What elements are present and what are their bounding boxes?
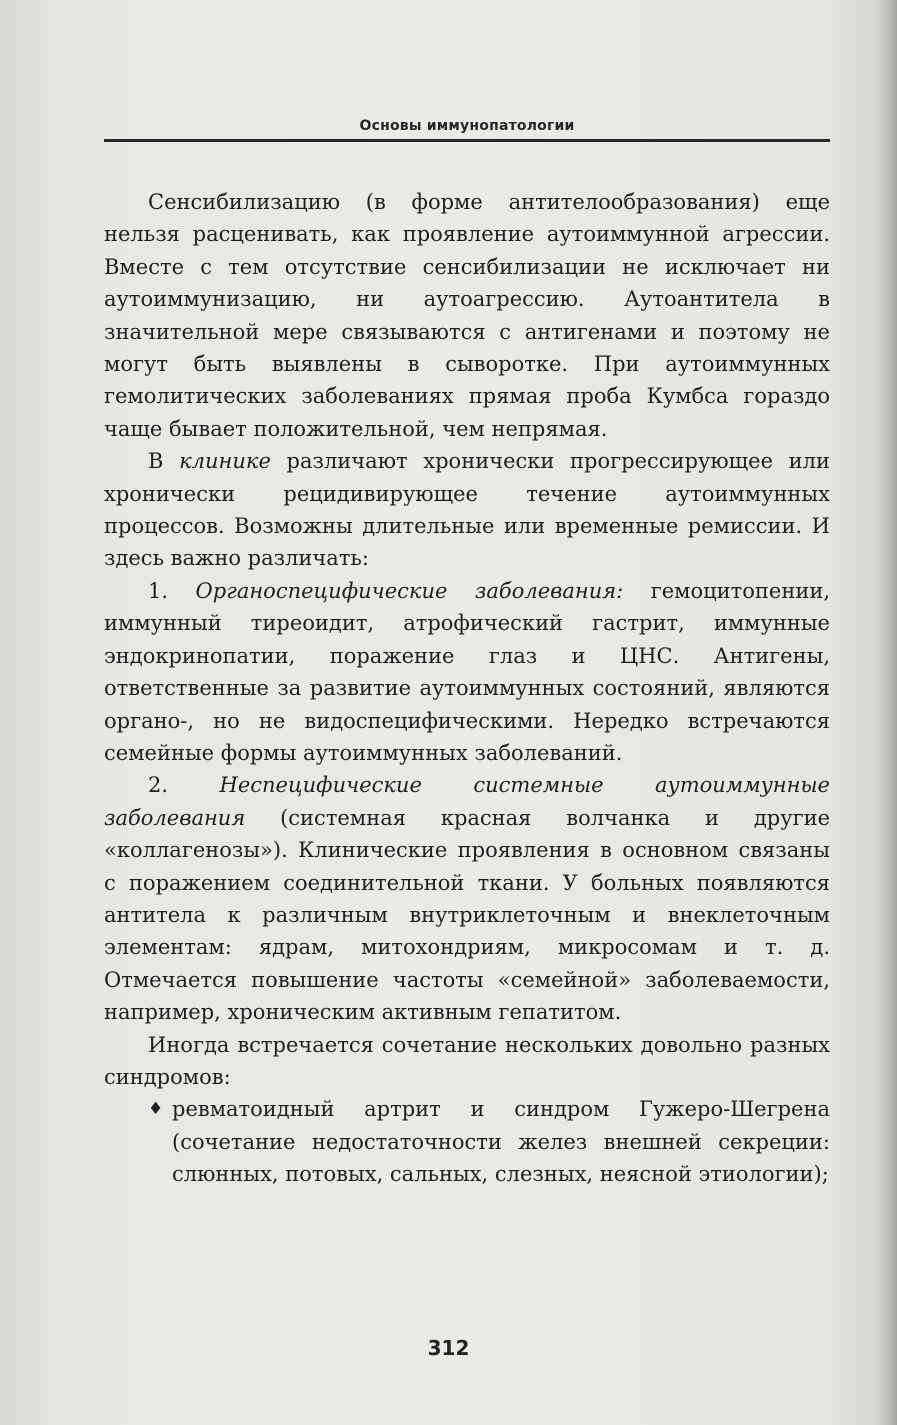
running-head-title: Основы иммунопатологии xyxy=(359,118,575,134)
paragraph-clinic-emphasis: клинике xyxy=(179,449,271,474)
bullet-item-rheumatoid xyxy=(104,1093,830,1190)
paragraph-syndromes: Иногда встречается сочетание нескольких довольно разных синдромов: xyxy=(104,1032,830,1089)
paragraph-clinic xyxy=(104,445,830,575)
body-text xyxy=(104,186,830,1191)
list-item-systemic xyxy=(104,769,830,1028)
list-item-body: гемоцитопении, иммунный тиреоидит, атрофический гастрит, иммунные эндокринопатии, поражение глаз и ЦНС. Антигены, ответственные за развитие аутоиммунных состояний, являются органо-, но не видоспецифическими. Нередко встречаются семейные формы аутоиммунных заболеваний. xyxy=(104,578,830,765)
list-item-number: 2. xyxy=(148,773,169,798)
paragraph-clinic-body: различают хронически прогрессирующее или хронически рецидивирующее течение аутоиммунных процессов. Возможны длительные или временные ремиссии. И здесь важно различать: xyxy=(104,449,830,571)
paragraph-sensitization: Сенсибилизацию (в форме антителообразования) еще нельзя расценивать, как проявление аутоиммунной агрессии. Вместе с тем отсутствие сенсибилизации не исключает ни аутоиммунизацию, ни аутоагрессию. Аутоантитела в значительной мере связываются с антигенами и поэтому не могут быть выявлены в сыворотке. При аутоиммунных гемолитических заболеваниях прямая проба Кумбса гораздо чаще бывает положительной, чем непрямая. xyxy=(104,190,830,441)
list-item-term: Неспецифические системные аутоиммунные заболевания xyxy=(104,773,830,830)
list-item-number: 1. xyxy=(148,578,169,603)
paragraph-clinic-lead: В xyxy=(148,449,180,474)
list-item-organ-specific xyxy=(104,575,830,769)
page-number: 312 xyxy=(427,1336,470,1360)
running-head xyxy=(104,114,830,150)
running-head-rule xyxy=(104,139,830,142)
diamond-bullet-icon: ♦ xyxy=(148,1099,164,1120)
list-item-term: Органоспецифические заболевания: xyxy=(195,578,624,603)
bullet-item-text: ревматоидный артрит и синдром Гужеро-Шегрена (сочетание недостаточности желез внешней секреции: слюнных, потовых, сальных, слезных, неясной этиологии); xyxy=(172,1097,830,1187)
list-item-body: (системная красная волчанка и другие «коллагенозы»). Клинические проявления в основном связаны с поражением соединительной ткани. У больных появляются антитела к различным внутриклеточным и внеклеточным элементам: ядрам, митохондриям, микросомам и т. д. Отмечается повышение частоты «семейной» заболеваемости, например, хроническим активным гепатитом. xyxy=(104,805,830,1025)
spine-shadow xyxy=(875,0,897,1425)
